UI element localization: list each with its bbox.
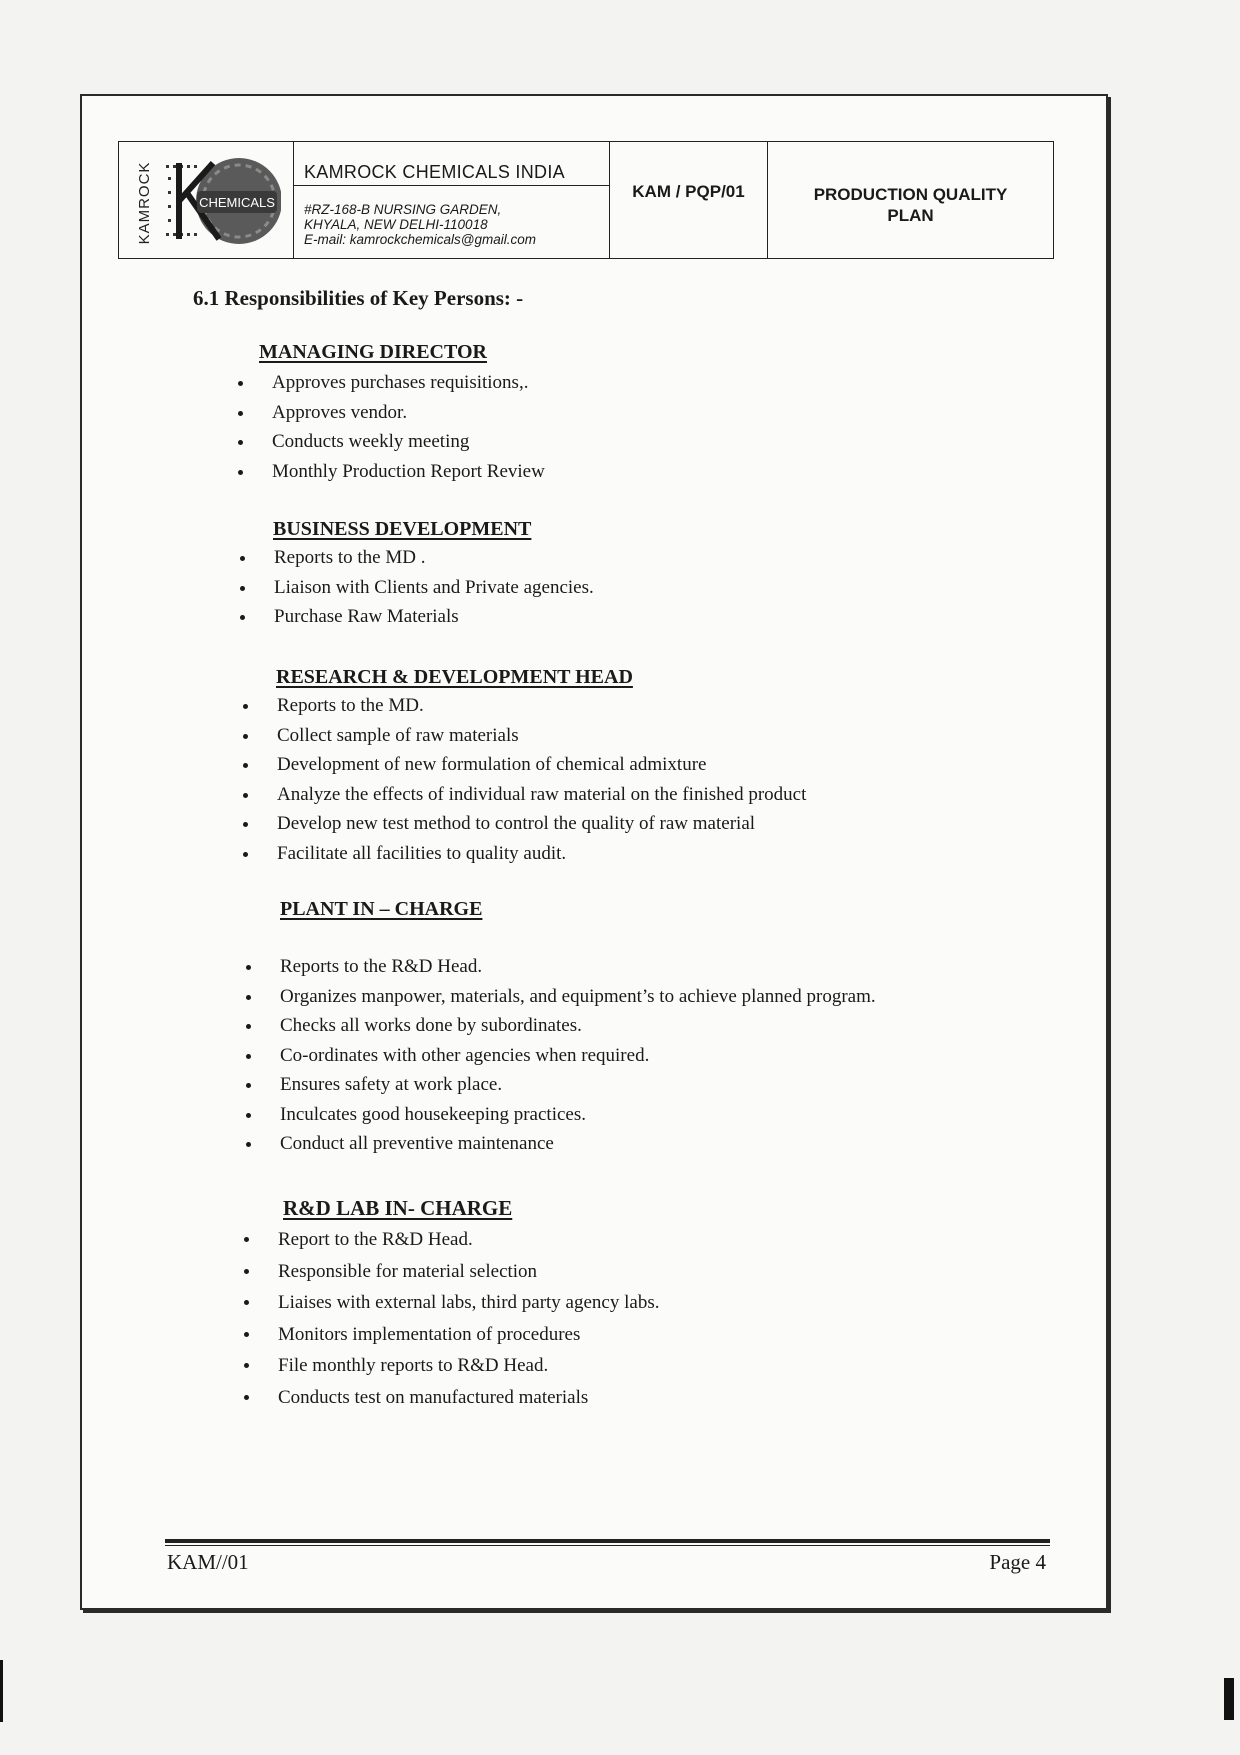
company-name: KAMROCK CHEMICALS INDIA	[294, 142, 609, 186]
list-item: Inculcates good housekeeping practices.	[280, 1100, 876, 1130]
list-item: Development of new formulation of chemical admixture	[277, 750, 806, 780]
list-item: Ensures safety at work place.	[280, 1070, 876, 1100]
list-item: Analyze the effects of individual raw material on the finished product	[277, 780, 806, 810]
document-number: KAM / PQP/01	[610, 142, 768, 258]
group-research-development-head	[276, 666, 806, 868]
group-heading: RESEARCH & DEVELOPMENT HEAD	[276, 666, 633, 688]
section-title: 6.1 Responsibilities of Key Persons: -	[193, 286, 524, 310]
responsibility-list	[272, 368, 545, 486]
list-item: Conduct all preventive maintenance	[280, 1129, 876, 1159]
list-item: Reports to the MD.	[277, 691, 806, 721]
address-line-1: #RZ-168-B NURSING GARDEN,	[304, 202, 502, 217]
scan-edge-mark	[1224, 1678, 1234, 1720]
list-item: Report to the R&D Head.	[278, 1224, 659, 1256]
footer-rule	[165, 1539, 1050, 1546]
list-item: Responsible for material selection	[278, 1256, 659, 1288]
document-title-line-2: PLAN	[887, 206, 934, 225]
list-item: Conducts test on manufactured materials	[278, 1382, 659, 1414]
company-logo	[119, 142, 294, 258]
group-heading: MANAGING DIRECTOR	[259, 341, 487, 363]
list-item: Develop new test method to control the quality of raw material	[277, 809, 806, 839]
list-item: Checks all works done by subordinates.	[280, 1011, 876, 1041]
responsibility-list	[280, 952, 876, 1159]
document-header	[118, 141, 1054, 259]
list-item: Organizes manpower, materials, and equipment’s to achieve planned program.	[280, 982, 876, 1012]
kamrock-logo-graphic	[131, 145, 281, 255]
group-business-development	[273, 518, 594, 632]
list-item: Liaises with external labs, third party agency labs.	[278, 1287, 659, 1319]
list-item: Monthly Production Report Review	[272, 457, 545, 487]
list-item: Collect sample of raw materials	[277, 721, 806, 751]
list-item: Co-ordinates with other agencies when required.	[280, 1041, 876, 1071]
group-heading: R&D LAB IN- CHARGE	[283, 1196, 513, 1220]
list-item: Monitors implementation of procedures	[278, 1319, 659, 1351]
group-rd-lab-in-charge	[278, 1196, 660, 1413]
list-item: Approves purchases requisitions,.	[272, 368, 545, 398]
list-item: Reports to the R&D Head.	[280, 952, 876, 982]
list-item: File monthly reports to R&D Head.	[278, 1350, 659, 1382]
group-heading: BUSINESS DEVELOPMENT	[273, 518, 532, 540]
group-plant-in-charge	[280, 898, 876, 1159]
company-address	[294, 186, 609, 247]
responsibility-list	[274, 543, 594, 632]
svg-text:CHEMICALS: CHEMICALS	[199, 195, 275, 210]
responsibility-list	[277, 691, 806, 868]
scan-edge-mark	[0, 1660, 3, 1722]
list-item: Approves vendor.	[272, 398, 545, 428]
address-line-2: KHYALA, NEW DELHI-110018	[304, 217, 488, 232]
list-item: Liaison with Clients and Private agencies.	[274, 573, 594, 603]
document-title-line-1: PRODUCTION QUALITY	[813, 185, 1008, 204]
group-heading: PLANT IN – CHARGE	[280, 898, 483, 920]
svg-text:KAMROCK: KAMROCK	[136, 161, 153, 245]
list-item: Conducts weekly meeting	[272, 427, 545, 457]
footer-page-number: Page 4	[989, 1550, 1046, 1574]
group-managing-director	[259, 341, 545, 486]
document-title	[768, 142, 1053, 258]
list-item: Purchase Raw Materials	[274, 602, 594, 632]
list-item: Facilitate all facilities to quality audit.	[277, 839, 806, 869]
responsibility-list	[278, 1224, 659, 1413]
footer-document-code: KAM//01	[167, 1550, 249, 1574]
company-info	[294, 142, 610, 258]
list-item: Reports to the MD .	[274, 543, 594, 573]
email-line: E-mail: kamrockchemicals@gmail.com	[304, 232, 536, 247]
